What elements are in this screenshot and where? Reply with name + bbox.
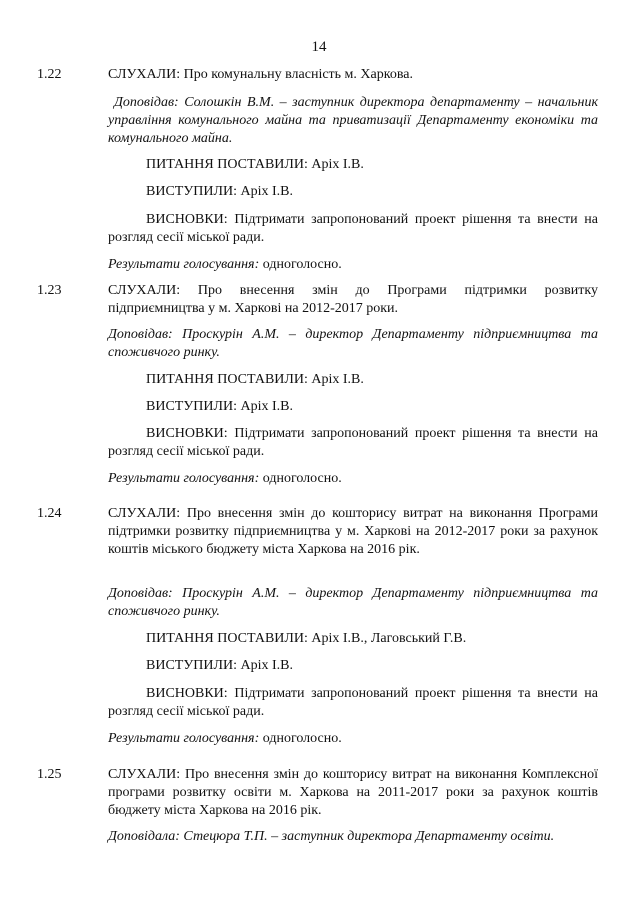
questions-text: Аріх І.В., Лаговський Г.В. [311,631,467,646]
vote-text: одноголосно. [262,731,342,746]
reporter-label: Доповідав: [108,586,173,601]
speakers-label: ВИСТУПИЛИ: [146,658,237,673]
reporter-label: Доповідав: [114,95,179,110]
speakers-label: ВИСТУПИЛИ: [146,184,237,199]
conclusions-paragraph [108,211,598,247]
reporter-text: Проскурін А.М. – директор Департаменту підприємництва та споживчого ринку. [108,327,598,360]
vote-paragraph [108,470,598,488]
item-number: 1.24 [37,506,62,521]
speakers-text: Аріх І.В. [240,184,293,199]
conclusions-label: ВИСНОВКИ: [146,212,228,227]
heard-paragraph [108,766,598,820]
questions-label: ПИТАННЯ ПОСТАВИЛИ: [146,631,308,646]
heard-paragraph [108,505,598,559]
questions-text: Аріх І.В. [311,157,364,172]
conclusions-paragraph [108,425,598,461]
vote-label: Результати голосування: [108,731,260,746]
heard-text: Про внесення змін до кошторису витрат на виконання Програми підтримки розвитку підприємництва у м. Харкові на 2012-2017 роки за рахунок коштів міського бюджету міста Харкова на 2016 рік. [108,506,598,557]
questions-text: Аріх І.В. [311,372,364,387]
speakers-paragraph [146,398,598,416]
heard-text: Про внесення змін до кошторису витрат на виконання Комплексної програми розвитку освіти м. Харкова на 2011-2017 роки за рахунок коштів бюджету міста Харкова на 2016 рік. [108,767,599,818]
questions-label: ПИТАННЯ ПОСТАВИЛИ: [146,157,308,172]
reporter-text: Стецюра Т.П. – заступник директора Департаменту освіти. [183,829,555,844]
heard-label: СЛУХАЛИ: [108,506,181,521]
conclusions-label: ВИСНОВКИ: [146,686,228,701]
reporter-text: Солошкін В.М. – заступник директора департаменту – начальник управління комунального майна та приватизації Департаменту економіки та комунального майна. [108,95,599,146]
conclusions-label: ВИСНОВКИ: [146,426,228,441]
speakers-text: Аріх І.В. [240,399,293,414]
item-number: 1.23 [37,283,62,298]
vote-label: Результати голосування: [108,257,260,272]
heard-label: СЛУХАЛИ: [108,283,181,298]
vote-paragraph [108,730,598,748]
heard-paragraph [108,66,598,84]
reporter-paragraph [108,585,598,621]
item-number: 1.22 [37,67,62,82]
heard-label: СЛУХАЛИ: [108,67,181,82]
speakers-paragraph [146,183,598,201]
conclusions-paragraph [108,685,598,721]
conclusions-text: Підтримати запропонований проект рішення та внести на розгляд сесії міської ради. [108,686,599,719]
heard-text: Про внесення змін до Програми підтримки розвитку підприємництва у м. Харкові на 2012-2017 роки. [108,283,599,316]
heard-paragraph [108,282,598,318]
reporter-paragraph [108,94,598,148]
heard-label: СЛУХАЛИ: [108,767,181,782]
reporter-paragraph [108,828,598,846]
reporter-label: Доповідав: [108,327,173,342]
speakers-text: Аріх І.В. [240,658,293,673]
reporter-paragraph [108,326,598,362]
vote-text: одноголосно. [262,471,342,486]
vote-paragraph [108,256,598,274]
vote-text: одноголосно. [262,257,342,272]
heard-text: Про комунальну власність м. Харкова. [183,67,413,82]
questions-label: ПИТАННЯ ПОСТАВИЛИ: [146,372,308,387]
vote-label: Результати голосування: [108,471,260,486]
reporter-text: Проскурін А.М. – директор Департаменту підприємництва та споживчого ринку. [108,586,598,619]
questions-paragraph [146,156,598,174]
page-number: 14 [311,39,327,55]
conclusions-text: Підтримати запропонований проект рішення та внести на розгляд сесії міської ради. [108,212,599,245]
reporter-label: Доповідала: [108,829,180,844]
questions-paragraph [146,371,598,389]
conclusions-text: Підтримати запропонований проект рішення та внести на розгляд сесії міської ради. [108,426,599,459]
speakers-paragraph [146,657,598,675]
questions-paragraph [146,630,598,648]
item-number: 1.25 [37,767,62,782]
speakers-label: ВИСТУПИЛИ: [146,399,237,414]
